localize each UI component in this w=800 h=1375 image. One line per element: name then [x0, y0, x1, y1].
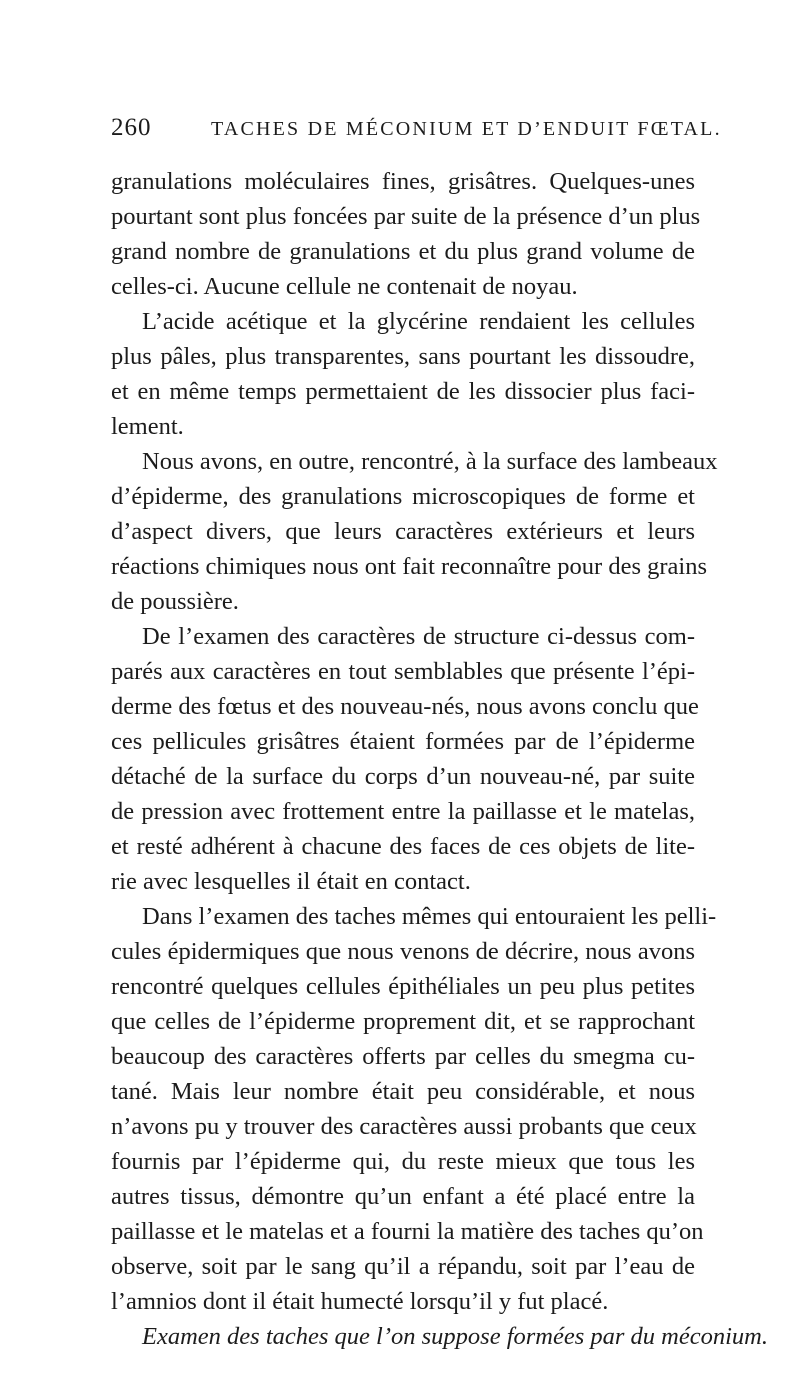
page-number: 260 — [111, 114, 152, 141]
text-line: d’épiderme, des granulations microscopiques de forme et — [111, 483, 695, 510]
text-line: observe, soit par le sang qu’il a répandu, soit par l’eau de — [111, 1253, 695, 1280]
text-line: et resté adhérent à chacune des faces de ces objets de lite- — [111, 833, 695, 860]
text-line: parés aux caractères en tout semblables que présente l’épi- — [111, 658, 695, 685]
text-line: fournis par l’épiderme qui, du reste mieux que tous les — [111, 1148, 695, 1175]
text-line: rencontré quelques cellules épithéliales un peu plus petites — [111, 973, 695, 1000]
running-head: TACHES DE MÉCONIUM ET D’ENDUIT FŒTAL. — [211, 118, 722, 140]
text-line: De l’examen des caractères de structure ci-dessus com- — [142, 623, 695, 650]
text-line: que celles de l’épiderme proprement dit, et se rapprochant — [111, 1008, 695, 1035]
text-line: beaucoup des caractères offerts par celles du smegma cu- — [111, 1043, 695, 1070]
body-text — [111, 164, 768, 1354]
text-line: de pression avec frottement entre la paillasse et le matelas, — [111, 798, 695, 825]
text-line: de poussière. — [111, 588, 239, 615]
text-line: autres tissus, démontre qu’un enfant a été placé entre la — [111, 1183, 695, 1210]
page-header — [111, 113, 722, 143]
text-line: détaché de la surface du corps d’un nouveau-né, par suite — [111, 763, 695, 790]
text-line: lement. — [111, 413, 184, 440]
text-line: n’avons pu y trouver des caractères aussi probants que ceux — [111, 1113, 697, 1140]
text-line: cules épidermiques que nous venons de décrire, nous avons — [111, 938, 695, 965]
text-line: et en même temps permettaient de les dissocier plus faci- — [111, 378, 695, 405]
text-line: Dans l’examen des taches mêmes qui entouraient les pelli- — [142, 903, 717, 930]
text-line: granulations moléculaires fines, grisâtres. Quelques-unes — [111, 168, 695, 195]
text-line: pourtant sont plus foncées par suite de la présence d’un plus — [111, 203, 701, 230]
text-line: tané. Mais leur nombre était peu considérable, et nous — [111, 1078, 695, 1105]
text-line: derme des fœtus et des nouveau-nés, nous avons conclu que — [111, 693, 699, 720]
text-line: rie avec lesquelles il était en contact. — [111, 868, 471, 895]
text-line: celles-ci. Aucune cellule ne contenait de noyau. — [111, 273, 578, 300]
text-line: l’amnios dont il était humecté lorsqu’il y fut placé. — [111, 1288, 609, 1315]
text-line: L’acide acétique et la glycérine rendaient les cellules — [142, 308, 695, 335]
text-line: grand nombre de granulations et du plus grand volume de — [111, 238, 695, 265]
text-line: plus pâles, plus transparentes, sans pourtant les dissoudre, — [111, 343, 695, 370]
text-line: paillasse et le matelas et a fourni la matière des taches qu’on — [111, 1218, 704, 1245]
text-line: d’aspect divers, que leurs caractères extérieurs et leurs — [111, 518, 695, 545]
text-line: réactions chimiques nous ont fait reconnaître pour des grains — [111, 553, 707, 580]
text-line: Nous avons, en outre, rencontré, à la surface des lambeaux — [142, 448, 718, 475]
text-line: ces pellicules grisâtres étaient formées par de l’épiderme — [111, 728, 695, 755]
section-heading: Examen des taches que l’on suppose formées par du méconium. — [142, 1323, 768, 1350]
